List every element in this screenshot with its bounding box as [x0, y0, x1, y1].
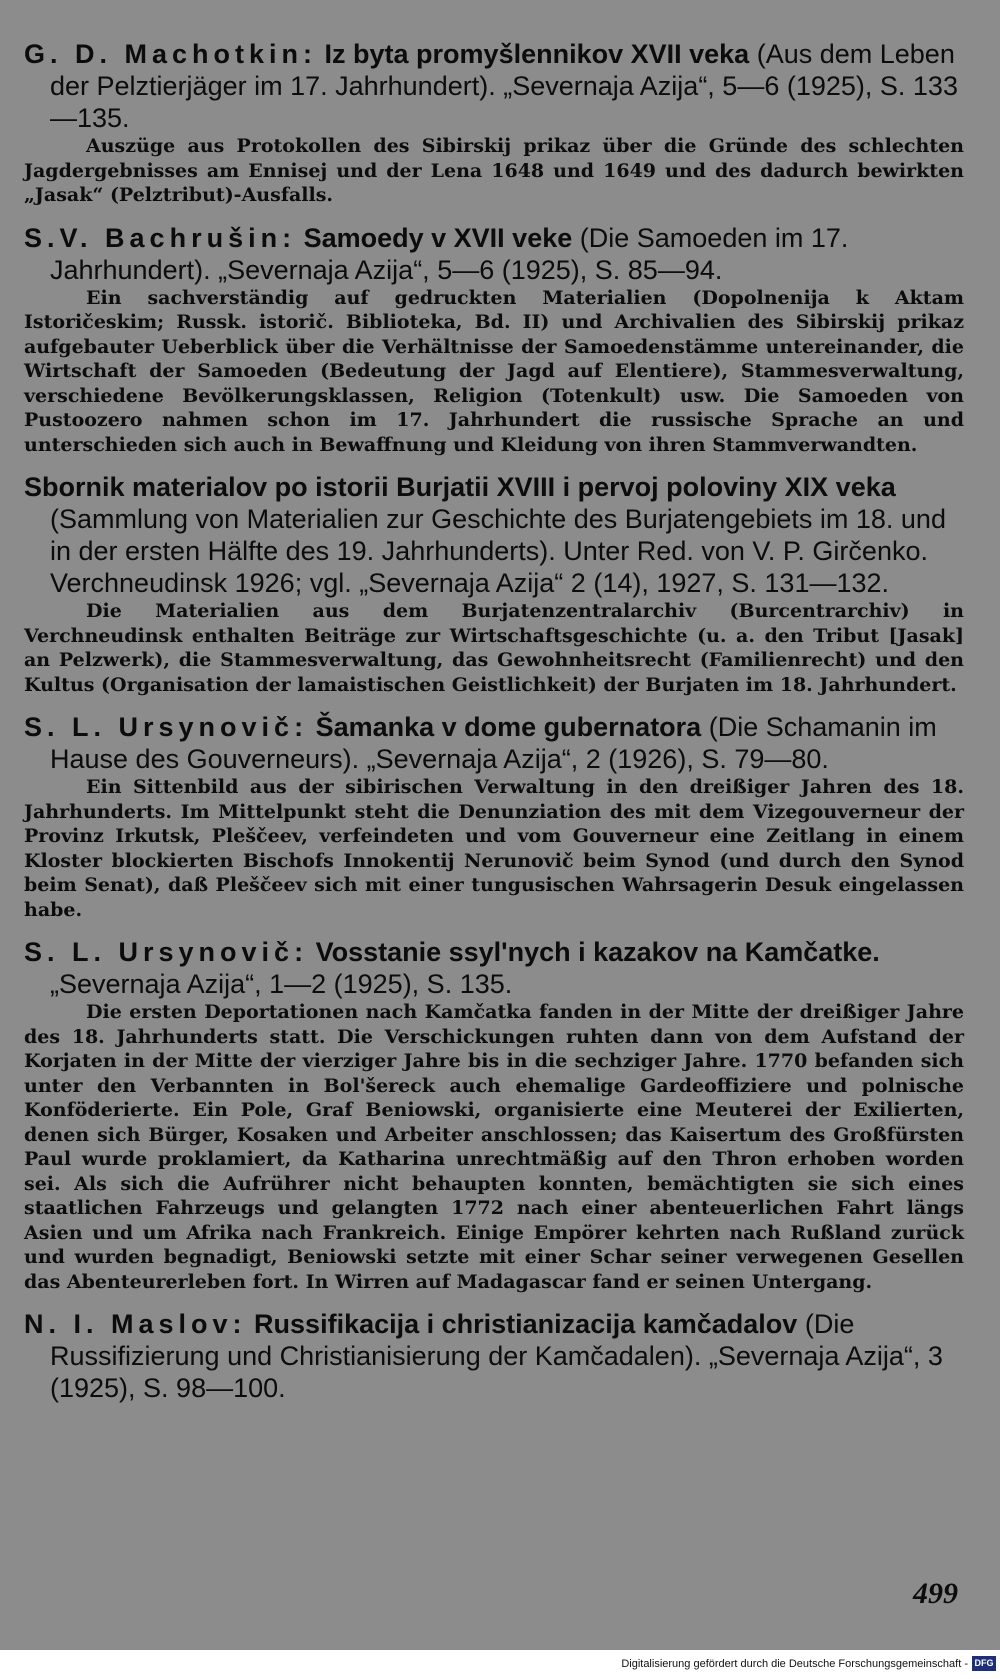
page-number: 499: [913, 1577, 958, 1610]
entry-translation-source: (Die Schamanin im Hause des Gouverneurs). „Severnaja Azija“, 2 (1926), S. 79—80.: [50, 712, 937, 774]
entry-heading: [24, 38, 964, 134]
entry-author: S. L. Ursynovič:: [24, 712, 309, 742]
digitization-footer: [0, 1650, 1000, 1679]
entry-translation-source: (Sammlung von Materialien zur Geschichte des Burjatengebiets im 18. und in der ersten Hälfte des 19. Jahrhunderts). Unter Red. von V. P. Girčenko. Verchneudinsk 1926; vgl. „Severnaja Azija“ 2 (14), 1927, S. 131—132.: [50, 504, 946, 598]
entry-translation-source: (Aus dem Leben der Pelztierjäger im 17. Jahrhundert). „Severnaja Azija“, 5—6 (1925), S. 133—135.: [50, 39, 958, 133]
bibliography-entry: [24, 38, 964, 208]
bibliography-entry: [24, 711, 964, 922]
entry-title: Sbornik materialov po istorii Burjatii XVIII i pervoj poloviny XIX veka: [24, 472, 896, 502]
entry-author: G. D. Machotkin:: [24, 39, 318, 69]
entry-annotation: Ein Sittenbild aus der sibirischen Verwaltung in den dreißiger Jahren des 18. Jahrhunderts. Im Mittelpunkt steht die Denunziation des mit dem Vizegouverneur der Provinz Irkutsk, Pleščeev, verfeindeten und vom Gouverneur eine Zeitlang in einem Kloster blockierten Bischofs Innokentij Nerunovič beim Synod (und durch den Synod beim Senat), daß Pleščeev sich mit einer tungusischen Wahrsagerin Desuk eingelassen habe.: [24, 776, 964, 921]
entry-annotation: Die Materialien aus dem Burjatenzentralarchiv (Burcentrarchiv) in Verchneudinsk enthalten Beiträge zur Wirtschaftsgeschichte (u. a. den Tribut [Jasak] an Pelzwerk), die Stammesverwaltung, das Gewohnheitsrecht (Familienrecht) und den Kultus (Organisation der lamaistischen Geistlichkeit) der Burjaten im 18. Jahrhundert.: [24, 600, 964, 696]
entry-source: „Severnaja Azija“, 1—2 (1925), S. 135.: [50, 969, 513, 999]
entry-author: N. I. Maslov:: [24, 1309, 247, 1339]
bibliography-entry: [24, 222, 964, 458]
entry-heading: [24, 222, 964, 286]
entry-heading: [24, 711, 964, 775]
entry-author: S. L. Ursynovič:: [24, 937, 309, 967]
entry-heading: [24, 1308, 964, 1404]
entry-title: Samoedy v XVII veke: [303, 222, 573, 253]
entry-heading: [24, 936, 964, 1000]
bibliography-entry: [24, 936, 964, 1294]
entry-annotation: Ein sachverständig auf gedruckten Materialien (Dopolnenija k Aktam Istoričeskim; Russk. istorič. Biblioteka, Bd. II) und Archivalien des Sibirskij prikaz aufgebauter Ueberblick über die Verhältnisse der Samoedenstämme untereinander, die Wirtschaft der Samoeden (Bedeutung der Jagd auf Elentiere), Stammesverwaltung, verschiedene Bevölkerungsklassen, Religion (Totenkult) usw. Die Samoeden von Pustoozero nahmen schon im 17. Jahrhundert die russische Sprache an und unterschieden sich auch in Bewaffnung und Kleidung von ihren Stammverwandten.: [24, 286, 964, 456]
entry-title: Šamanka v dome gubernatora: [315, 712, 702, 742]
entry-annotation: Auszüge aus Protokollen des Sibirskij prikaz über die Gründe des schlechten Jagdergebnisses am Ennisej und der Lena 1648 und 1649 und des dadurch bewirkten „Jasak“ (Pelztribut)-Ausfalls.: [24, 135, 964, 206]
entry-title: Iz byta promyšlennikov XVII veka: [324, 39, 750, 69]
entry-translation-source: (Die Samoeden im 17. Jahrhundert). „Severnaja Azija“, 5—6 (1925), S. 85—94.: [50, 222, 849, 285]
entry-translation-source: (Die Russifizierung und Christianisierung der Kamčadalen). „Severnaja Azija“, 3 (1925), S. 98—100.: [50, 1309, 943, 1403]
funding-credit: Digitalisierung gefördert durch die Deutsche Forschungsgemeinschaft -: [621, 1658, 968, 1670]
dfg-logo: DFG: [972, 1656, 996, 1671]
entry-annotation: Die ersten Deportationen nach Kamčatka fanden in der Mitte der dreißiger Jahre des 18. Jahrhunderts statt. Die Verschickungen ruhten dann von dem Aufstand der Korjaten in der Mitte der vierziger Jahre bis in die sechziger Jahre. 1770 befanden sich unter den Verbannten in Bol'šereck auch ehemalige Gardeoffiziere und polnische Konföderierte. Ein Pole, Graf Beniowski, organisierte eine Meuterei der Exilierten, denen sich Bürger, Kosaken und Arbeiter anschlossen; das Kaisertum des Großfürsten Paul wurde proklamiert, da Katharina unrechtmäßig auf den Thron erhoben worden sei. Als sich die Aufrührer nicht behaupten konnten, bemächtigten sie sich eines staatlichen Fahrzeugs und gelangten 1772 nach einer abenteuerlichen Fahrt längs Asien und um Afrika nach Frankreich. Einige Empörer kehrten nach Rußland zurück und wurden begnadigt, Beniowski setzte mit einer Schar seiner verwegenen Gesellen das Abenteurerleben fort. In Wirren auf Madagascar fand er seinen Untergang.: [24, 1001, 964, 1293]
bibliography-entry: [24, 1308, 964, 1404]
entry-title: Russifikacija i christianizacija kamčadalov: [254, 1309, 798, 1339]
bibliography-list: [24, 38, 964, 1418]
entry-title: Vosstanie ssyl'nych i kazakov na Kamčatke.: [315, 937, 880, 967]
entry-heading: [24, 471, 964, 599]
entry-author: S.V. Bachrušin:: [24, 222, 297, 253]
bibliography-entry: [24, 471, 964, 697]
